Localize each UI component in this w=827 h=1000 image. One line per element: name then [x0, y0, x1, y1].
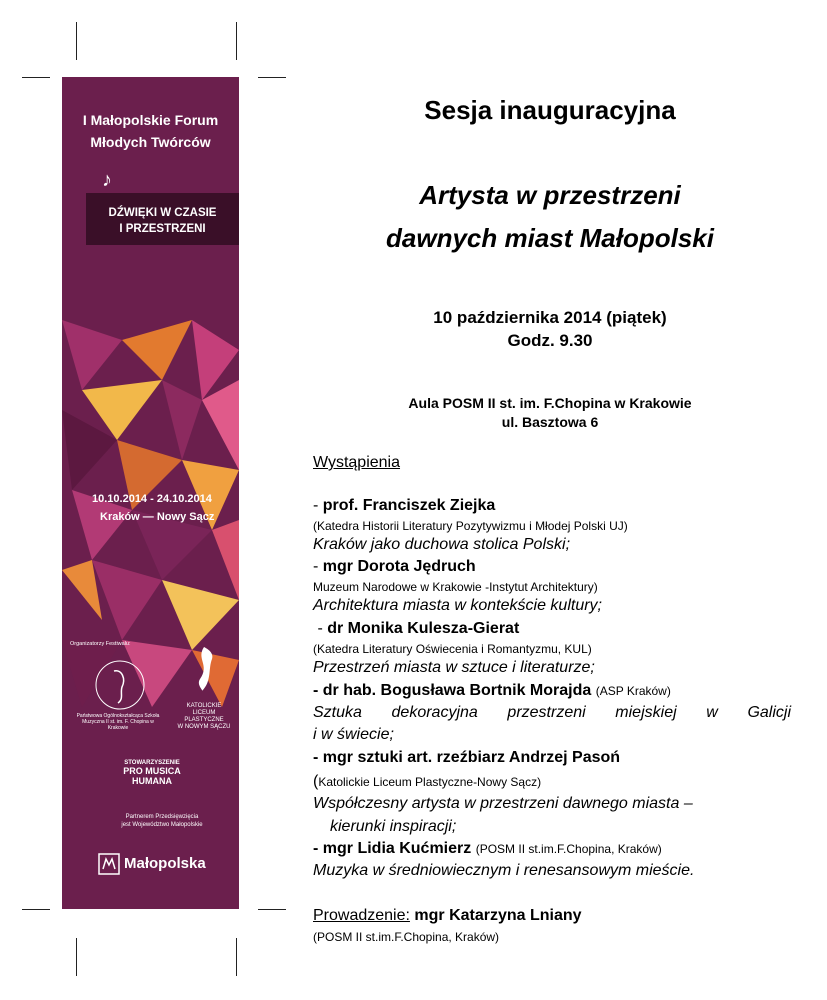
festival-theme-line: DŹWIĘKI W CZASIE	[108, 207, 217, 219]
moderator-line	[313, 907, 582, 925]
crop-mark	[236, 22, 237, 60]
speaker-line	[313, 558, 476, 576]
speaker-affiliation	[313, 773, 541, 791]
speaker-line	[313, 682, 671, 700]
talk-title: Przestrzeń miasta w sztuce i literaturze;	[313, 659, 595, 676]
partner-note	[102, 813, 222, 829]
talk-title: Współczesny artysta w przestrzeni dawnego miasta –	[313, 795, 693, 812]
list-dash: -	[313, 620, 328, 637]
crop-mark	[76, 22, 77, 60]
session-subtitle: dawnych miast Małopolski	[386, 223, 714, 253]
speaker-name: - mgr Lidia Kućmierz	[313, 840, 472, 857]
list-dash: -	[313, 497, 323, 514]
session-date: 10 października 2014 (piątek)	[433, 308, 667, 327]
speaker-name: dr Monika Kulesza-Gierat	[327, 620, 520, 637]
talk-title: kierunki inspiracji;	[330, 818, 457, 835]
session-time: Godz. 9.30	[507, 331, 593, 350]
crop-mark	[236, 938, 237, 976]
speaker-affiliation: (Katedra Historii Literatury Pozytywizmu i Młodej Polski UJ)	[313, 519, 628, 533]
talks-heading: Wystąpienia	[313, 454, 401, 471]
crop-mark	[258, 77, 286, 78]
speaker-affiliation: (POSM II st.im.F.Chopina, Kraków)	[475, 842, 662, 856]
speaker-name: - mgr sztuki art. rzeźbiarz Andrzej Pasoń	[313, 749, 621, 766]
speaker-line	[313, 497, 495, 515]
festival-dates: 10.10.2014 - 24.10.2014	[92, 493, 212, 505]
liceum-logo	[190, 645, 216, 693]
talk-title: Sztuka dekoracyjna przestrzeni miejskiej w Galicji	[313, 704, 791, 721]
moderator-name: mgr Katarzyna Lniany	[409, 907, 582, 924]
talk-title: Muzyka w średniowiecznym i renesansowym mieście.	[313, 862, 695, 879]
partner-note-line: jest Województwo Małopolskie	[121, 822, 203, 828]
speaker-line	[313, 840, 662, 858]
speaker-affiliation: (ASP Kraków)	[595, 684, 671, 698]
liceum-name-line: KATOLICKIE	[186, 703, 222, 709]
affiliation-paren: (	[313, 773, 319, 790]
festival-theme-band	[86, 193, 239, 245]
chopin-school-logo	[92, 657, 148, 715]
liceum-name	[172, 703, 236, 731]
liceum-name-line: PLASTYCZNE	[184, 717, 224, 723]
speaker-name: mgr Dorota Jędruch	[322, 558, 476, 575]
crop-mark	[258, 909, 286, 910]
venue-name: Aula POSM II st. im. F.Chopina w Krakowie	[408, 395, 692, 411]
speaker-name: prof. Franciszek Ziejka	[322, 497, 496, 514]
moderator-label: Prowadzenie:	[313, 907, 410, 924]
speaker-affiliation: Muzeum Narodowe w Krakowie -Instytut Architektury)	[313, 580, 598, 594]
organizers-label: Organizatorzy Festiwalu:	[70, 641, 131, 647]
speaker-affiliation: (Katedra Literatury Oświecenia i Romantyzmu, KUL)	[313, 642, 592, 656]
malopolska-logo-text: Małopolska	[124, 855, 206, 872]
chopin-school-name: Państwowa Ogólnokształcąca Szkoła Muzyczna II st. im. F. Chopina w Krakowie	[76, 713, 160, 731]
crop-mark	[76, 938, 77, 976]
association-name-line: HUMANA	[132, 776, 172, 786]
session-heading: Sesja inauguracyjna	[424, 95, 676, 125]
festival-title-line: Młodych Twórców	[90, 134, 211, 150]
music-note-icon: ♪	[102, 169, 112, 191]
venue-address: ul. Basztowa 6	[501, 414, 599, 430]
affiliation-text: Katolickie Liceum Plastyczne-Nowy Sącz)	[318, 775, 542, 789]
liceum-name-line: LICEUM	[192, 710, 216, 716]
crop-mark	[22, 909, 50, 910]
talk-title: i w świecie;	[313, 726, 394, 743]
association-name-line: PRO MUSICA	[123, 766, 181, 776]
association-name	[102, 760, 202, 786]
moderator-affiliation: (POSM II st.im.F.Chopina, Kraków)	[313, 930, 500, 944]
session-subtitle: Artysta w przestrzeni	[419, 180, 681, 210]
speaker-line	[313, 620, 519, 638]
speaker-line	[313, 749, 620, 767]
association-name-line: STOWARZYSZENIE	[124, 760, 180, 766]
talk-title: Kraków jako duchowa stolica Polski;	[313, 536, 571, 553]
talk-title: Architektura miasta w kontekście kultury;	[313, 597, 602, 614]
partner-note-line: Partnerem Przedsięwzięcia	[125, 814, 199, 820]
festival-locations: Kraków — Nowy Sącz	[100, 511, 215, 523]
festival-title-line: I Małopolskie Forum	[82, 112, 219, 128]
festival-theme-line: I PRZESTRZENI	[119, 223, 206, 235]
malopolska-logo-icon	[98, 853, 120, 875]
liceum-name-line: W NOWYM SĄCZU	[177, 724, 231, 730]
crop-mark	[22, 77, 50, 78]
list-dash: -	[313, 558, 323, 575]
speaker-name: - dr hab. Bogusława Bortnik Morajda	[313, 682, 592, 699]
festival-bookmark	[62, 77, 239, 909]
